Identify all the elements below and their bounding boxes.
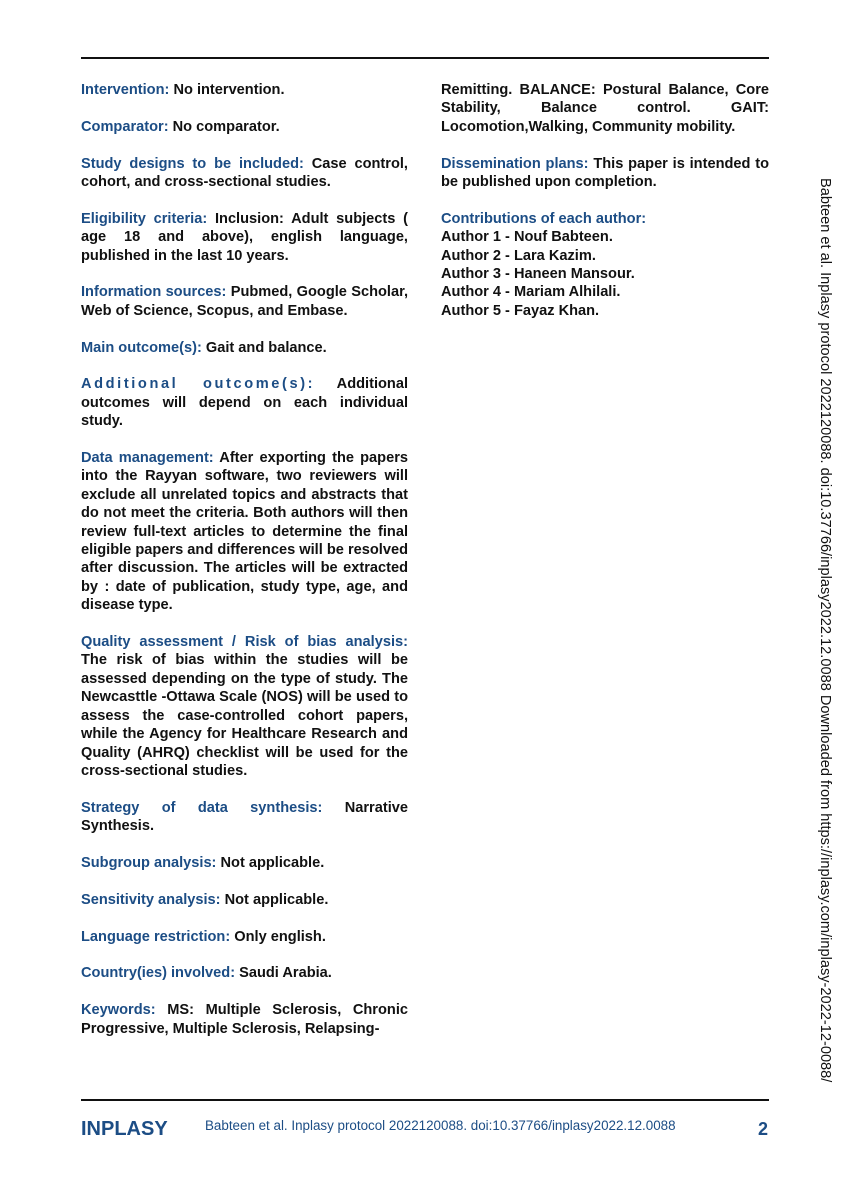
countries-section — [81, 964, 408, 982]
quality-assessment-text: The risk of bias within the studies will be assessed depending on the type of study. The Newcasttle -Ottawa Scale (NOS) will be used to assess the case-controlled cohort papers, while the Agency for Healthcare Research and Quality (AHRQ) checklist will be used for the cross-sectional studies. — [81, 652, 408, 779]
subgroup-text: Not applicable. — [220, 854, 325, 871]
keywords-continued: Remitting. BALANCE: Postural Balance, Core Stability, Balance control. GAIT: Locomotion,Walking, Community mobility. — [441, 82, 769, 135]
dissemination-section — [441, 155, 769, 192]
footer-brand: INPLASY — [81, 1118, 168, 1140]
quality-assessment-label: Quality assessment / Risk of bias analysis: — [81, 634, 408, 651]
author-item: Author 4 - Mariam Alhilali. — [441, 284, 621, 301]
keywords-section — [81, 1001, 408, 1038]
countries-text: Saudi Arabia. — [239, 965, 332, 982]
dissemination-text: This paper is intended to be published upon completion. — [441, 155, 769, 191]
main-outcomes-text: Gait and balance. — [205, 339, 327, 356]
sensitivity-section — [81, 891, 408, 909]
subgroup-section — [81, 854, 408, 872]
left-column — [81, 81, 408, 1038]
additional-outcomes-section — [81, 375, 408, 430]
information-sources-label: Information sources: — [81, 284, 227, 301]
side-download-note: Babteen et al. Inplasy protocol 2022120088. doi:10.37766/inplasy2022.12.0088 Downloaded from https://inplasy.com/inplasy-2022-12-0088/ — [817, 178, 833, 1083]
countries-label: Country(ies) involved: — [81, 965, 236, 982]
data-management-label: Data management: — [81, 450, 214, 467]
author-item: Author 5 - Fayaz Khan. — [441, 302, 600, 319]
comparator-text: No comparator. — [172, 118, 280, 135]
header-rule — [81, 57, 769, 59]
intervention-label: Intervention: — [81, 82, 170, 98]
footer-citation: Babteen et al. Inplasy protocol 2022120088. doi:10.37766/inplasy2022.12.0088 — [205, 1118, 676, 1133]
sensitivity-label: Sensitivity analysis: — [81, 891, 221, 908]
sensitivity-text: Not applicable. — [224, 891, 329, 908]
keywords-text: MS: Multiple Sclerosis, Chronic Progressive, Multiple Sclerosis, Relapsing- — [81, 1002, 408, 1037]
comparator-label: Comparator: — [81, 118, 169, 135]
contributions-section — [441, 210, 769, 320]
data-management-section — [81, 449, 408, 615]
additional-outcomes-label: Additional outcome(s): — [81, 376, 316, 393]
information-sources-text: Pubmed, Google Scholar, Web of Science, Scopus, and Embase. — [81, 284, 408, 319]
eligibility-label: Eligibility criteria: — [81, 210, 208, 227]
eligibility-text: Inclusion: Adult subjects ( age 18 and above), english language, published in the last 10 years. — [81, 210, 409, 264]
strategy-text: Narrative Synthesis. — [81, 799, 408, 835]
strategy-label: Strategy of data synthesis: — [81, 799, 323, 816]
comparator-section — [81, 118, 408, 136]
main-outcomes-label: Main outcome(s): — [81, 339, 202, 356]
contributions-label: Contributions of each author: — [441, 210, 647, 227]
additional-outcomes-text: Additional outcomes will depend on each individual study. — [81, 376, 408, 430]
language-text: Only english. — [234, 928, 326, 945]
language-label: Language restriction: — [81, 928, 231, 945]
study-designs-section — [81, 155, 408, 192]
study-designs-text: Case control, cohort, and cross-sectional studies. — [81, 155, 408, 190]
intervention-section — [81, 81, 408, 99]
footer-rule — [81, 1099, 769, 1101]
strategy-section — [81, 799, 408, 836]
author-item: Author 3 - Haneen Mansour. — [441, 266, 635, 283]
language-section — [81, 928, 408, 946]
information-sources-section — [81, 283, 408, 320]
intervention-text: No intervention. — [173, 82, 285, 98]
eligibility-section — [81, 210, 408, 265]
subgroup-label: Subgroup analysis: — [81, 854, 217, 871]
data-management-text: After exporting the papers into the Rayyan software, two reviewers will exclude all unrelated topics and abstracts that do not meet the criteria. Both authors will then review full-text articles to determine the final eligible papers and differences will be resolved after discussion. The articles will be extracted by : date of publication, study type, age, and disease type. — [81, 450, 409, 614]
page-number: 2 — [758, 1119, 769, 1139]
keywords-label: Keywords: — [81, 1002, 156, 1019]
quality-assessment-section — [81, 633, 408, 780]
dissemination-label: Dissemination plans: — [441, 155, 589, 172]
author-item: Author 1 - Nouf Babteen. — [441, 229, 613, 246]
right-column — [441, 81, 769, 320]
main-outcomes-section — [81, 339, 408, 357]
author-item: Author 2 - Lara Kazim. — [441, 247, 596, 264]
study-designs-label: Study designs to be included: — [81, 155, 304, 172]
